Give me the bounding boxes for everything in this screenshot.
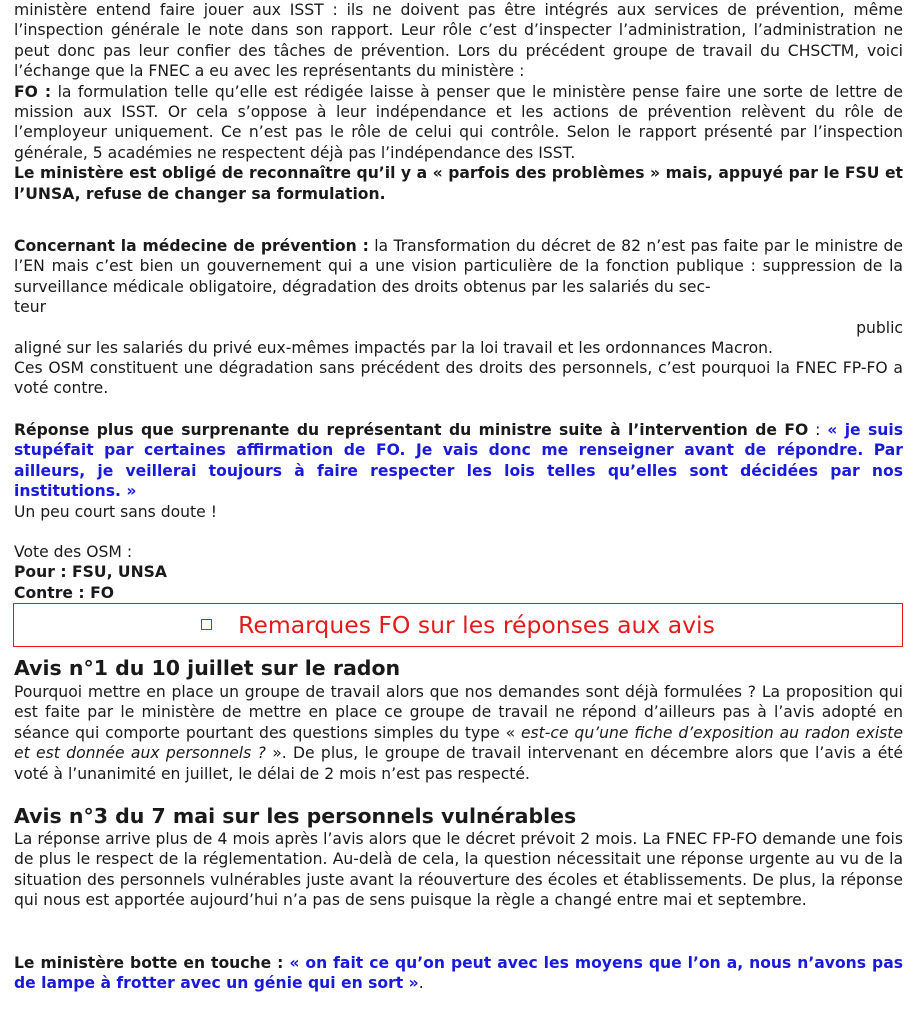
medecine-label: Concernant la médecine de prévention : — [14, 237, 369, 255]
response-quote: « je suis stupéfait par certaines affirmation de FO. Je vais donc me renseigner avant de répondre. Par ailleurs, je veillerai toujours à faire respecter les lois telles qu’elles sont décidées par nos institutions. » — [14, 421, 903, 501]
response-label: Réponse plus que surprenante du représentant du ministre suite à l’intervention de FO — [14, 421, 809, 439]
avis3-paragraph: La réponse arrive plus de 4 mois après l’avis alors que le décret prévoit 2 mois. La FNEC FP-FO demande une fois de plus le respect de la réglementation. Au-delà de cela, la question nécessitait une réponse urgente au vu de la situation des personnels vulnérables juste avant la réouverture des écoles et établissements. De plus, la réponse qui nous est apportée aujourd’hui n’a pas de sens puisque la règle a changé entre mai et septembre. — [14, 830, 903, 910]
vote-pour: Pour : FSU, UNSA — [14, 563, 167, 582]
intro-text: ministère entend faire jouer aux ISST : ils ne doivent pas être intégrés aux services de prévention, même l’inspection générale le note dans son rapport. Leur rôle c’est d’inspecter l’administration, l’administration ne peut donc pas leur confier des tâches de prévention. Lors du précédent groupe de travail du CHSCTM, voici l’échange que la FNEC a eu avec les représentants du ministère : — [14, 1, 903, 81]
avis1-text-b: ». De plus, le groupe de travail intervenant en décembre alors que l’avis a été voté à l’unanimité en juillet, le délai de 2 mois n’est pas respecté. — [14, 744, 904, 783]
vote-contre: Contre : FO — [14, 583, 114, 602]
touche-paragraph — [14, 953, 903, 994]
fo-label: FO : — [14, 82, 52, 101]
remarks-box — [13, 603, 903, 647]
medecine-paragraph — [14, 236, 903, 358]
medecine-public: public — [856, 318, 903, 337]
medecine-text: la Transformation du décret de 82 n’est pas faite par le ministre de l’EN mais c’est bien un gouvernement qui a une vision particulière de la fonction publique : suppression de la surveillance médicale obligatoire, dégradation des droits obtenus par les salariés du sec- — [14, 237, 903, 296]
avis1-paragraph — [14, 682, 903, 784]
touche-quote: « on fait ce qu’on peut avec les moyens que l’on a, nous n’avons pas de lampe à frotter avec un génie qui en sort » — [14, 954, 903, 993]
medecine-last-line: aligné sur les salariés du privé eux-mêmes impactés par la loi travail et les ordonnances Macron. — [14, 339, 773, 358]
vote-title: Vote des OSM : — [14, 543, 133, 561]
avis1-text-italic: est-ce qu’une fiche d’exposition au radon existe et est donnée aux personnels ? — [14, 723, 903, 763]
response-colon: : — [808, 421, 828, 439]
avis1-text-a: Pourquoi mettre en place un groupe de travail alors que nos demandes sont déjà formulées ? La proposition qui est faite par le ministère de mettre en place ce groupe de travail ne répond d’ailleurs pas à l’avis adopté en séance qui comporte pourtant des questions simples du type « — [14, 683, 903, 742]
vote-block — [14, 542, 903, 603]
medecine-secteur: teur — [14, 298, 47, 317]
square-bullet-icon — [201, 619, 212, 630]
response-after: Un peu court sans doute ! — [14, 502, 217, 521]
touche-label: Le ministère botte en touche : — [14, 954, 284, 972]
remarks-title: Remarques FO sur les réponses aux avis — [238, 611, 715, 639]
ministry-statement: Le ministère est obligé de reconnaître qu’il y a « parfois des problèmes » mais, appuyé par le FSU et l’UNSA, refuse de changer sa formulation. — [14, 164, 903, 203]
avis1-heading: Avis n°1 du 10 juillet sur le radon — [14, 656, 401, 680]
avis3-heading: Avis n°3 du 7 mai sur les personnels vulnérables — [14, 804, 577, 828]
response-paragraph — [14, 420, 903, 522]
touche-end: . — [418, 974, 424, 993]
intro-paragraph — [14, 0, 903, 204]
fo-text: la formulation telle qu’elle est rédigée laisse à penser que le ministère pense faire une sorte de lettre de mission aux ISST. Or cela s’oppose à leur indépendance et les actions de prévention relèvent du rôle de l’employeur uniquement. Ce n’est pas le rôle de celui qui contrôle. Selon le rapport présenté par l’inspection générale, 5 académies ne respectent déjà pas l’indépendance des ISST. — [14, 82, 904, 162]
osm-paragraph: Ces OSM constituent une dégradation sans précédent des droits des personnels, c’est pourquoi la FNEC FP-FO a voté contre. — [14, 359, 903, 398]
